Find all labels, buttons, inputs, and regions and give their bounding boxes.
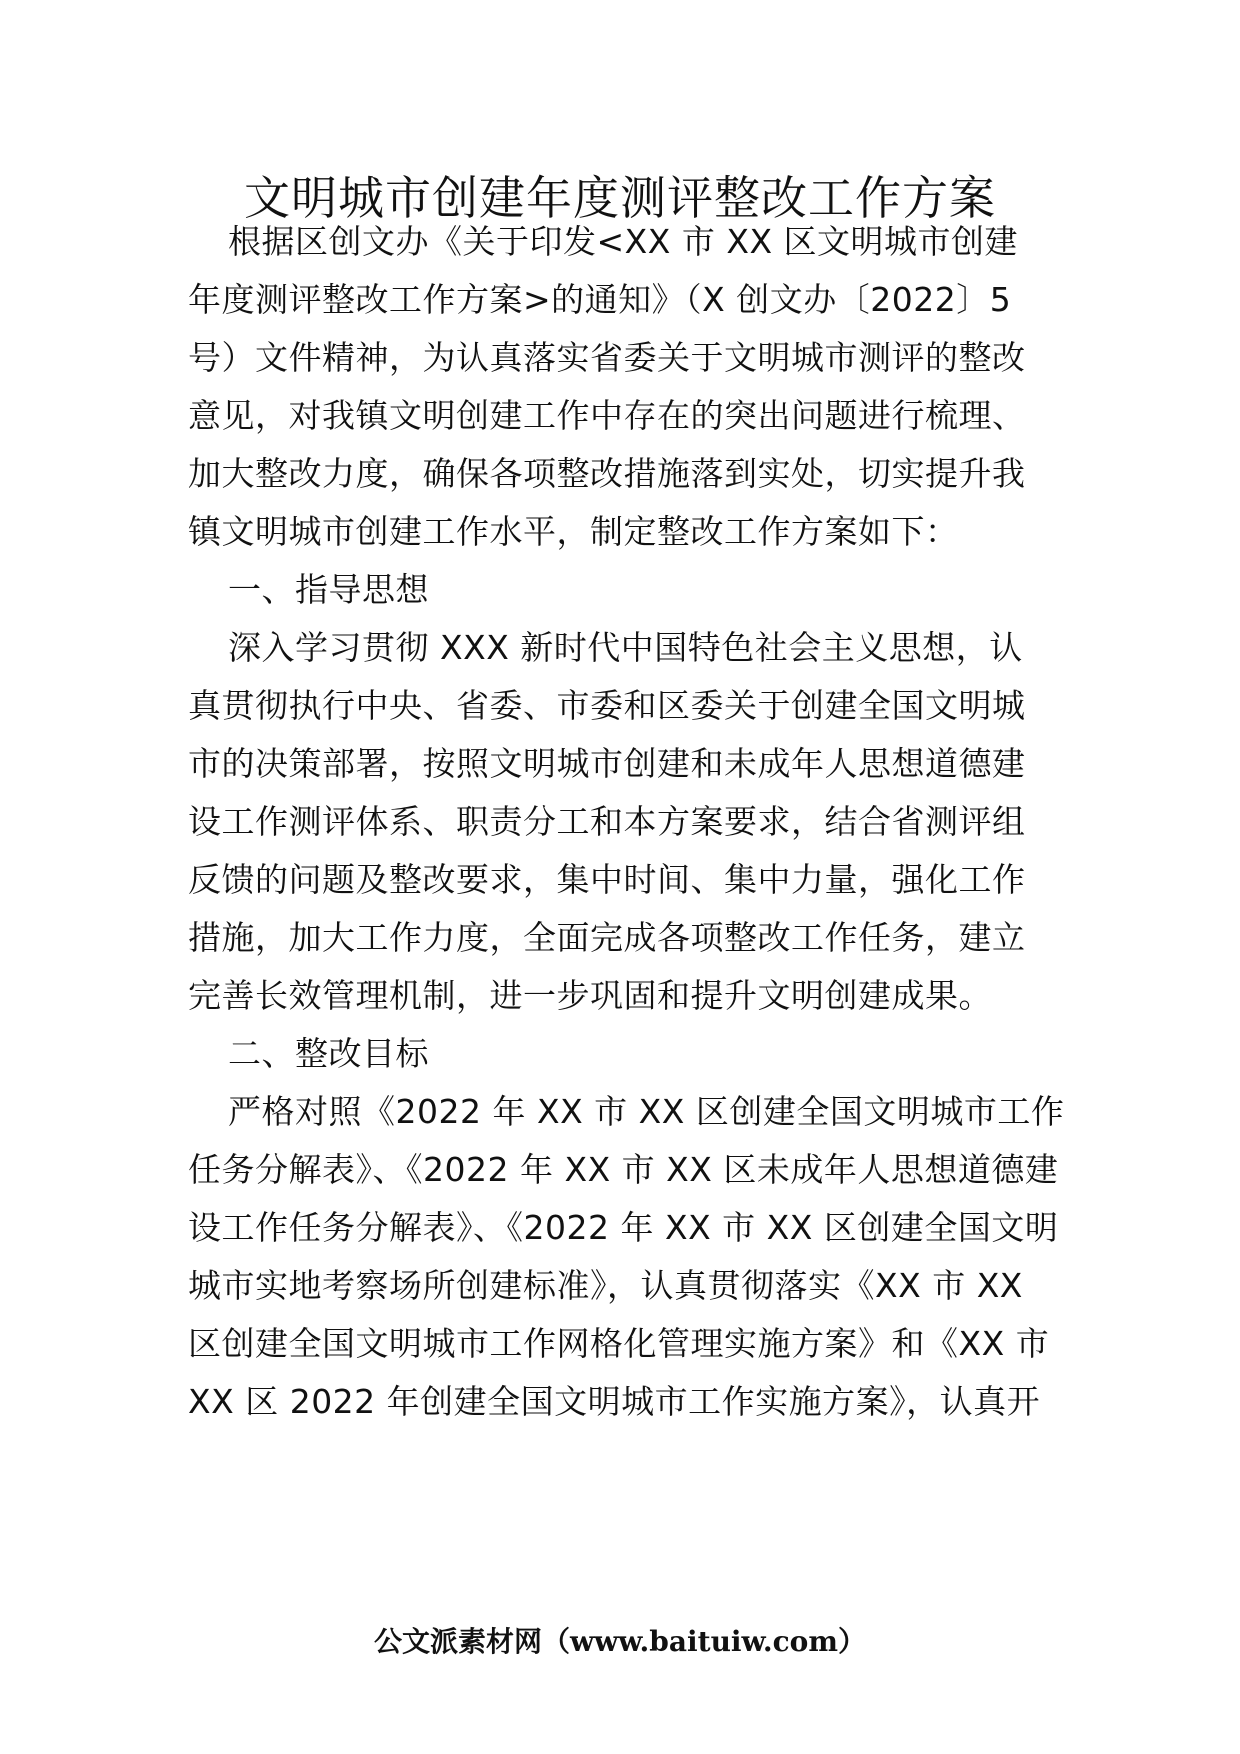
body-line: 设工作任务分解表》、《2022 年 XX 市 XX 区创建全国文明: [188, 1208, 1059, 1247]
body-line: 任务分解表》、《2022 年 XX 市 XX 区未成年人思想道德建: [188, 1150, 1059, 1189]
body-line: 措施，加大工作力度，全面完成各项整改工作任务，建立: [188, 918, 1026, 957]
body-line: 区创建全国文明城市工作网格化管理实施方案》和《XX 市: [188, 1324, 1050, 1363]
body-line: 根据区创文办《关于印发<XX 市 XX 区文明城市创建: [228, 222, 1019, 261]
body-line: 反馈的问题及整改要求，集中时间、集中力量，强化工作: [188, 860, 1026, 899]
body-line: 深入学习贯彻 XXX 新时代中国特色社会主义思想，认: [228, 628, 1023, 667]
body-line: 城市实地考察场所创建标准》，认真贯彻落实《XX 市 XX: [188, 1266, 1023, 1305]
section-heading: 一、指导思想: [228, 570, 429, 609]
body-line: 严格对照《2022 年 XX 市 XX 区创建全国文明城市工作: [228, 1092, 1065, 1131]
body-line: 设工作测评体系、职责分工和本方案要求，结合省测评组: [188, 802, 1026, 841]
body-line: 号）文件精神，为认真落实省委关于文明城市测评的整改: [188, 338, 1026, 377]
body-line: 镇文明城市创建工作水平，制定整改工作方案如下：: [188, 512, 959, 551]
body-line: 真贯彻执行中央、省委、市委和区委关于创建全国文明城: [188, 686, 1026, 725]
body-line: XX 区 2022 年创建全国文明城市工作实施方案》，认真开: [188, 1382, 1041, 1421]
body-line: 意见，对我镇文明创建工作中存在的突出问题进行梳理、: [188, 396, 1026, 435]
body-line: 年度测评整改工作方案>的通知》（X 创文办〔2022〕5: [188, 280, 1012, 319]
body-line: 加大整改力度，确保各项整改措施落到实处，切实提升我: [188, 454, 1026, 493]
footer-watermark: 公文派素材网（www.baituiw.com）: [374, 1625, 866, 1658]
body-line: 完善长效管理机制，进一步巩固和提升文明创建成果。: [188, 976, 992, 1015]
document-title: 文明城市创建年度测评整改工作方案: [244, 171, 996, 225]
body-line: 市的决策部署，按照文明城市创建和未成年人思想道德建: [188, 744, 1026, 783]
section-heading: 二、整改目标: [228, 1034, 429, 1073]
